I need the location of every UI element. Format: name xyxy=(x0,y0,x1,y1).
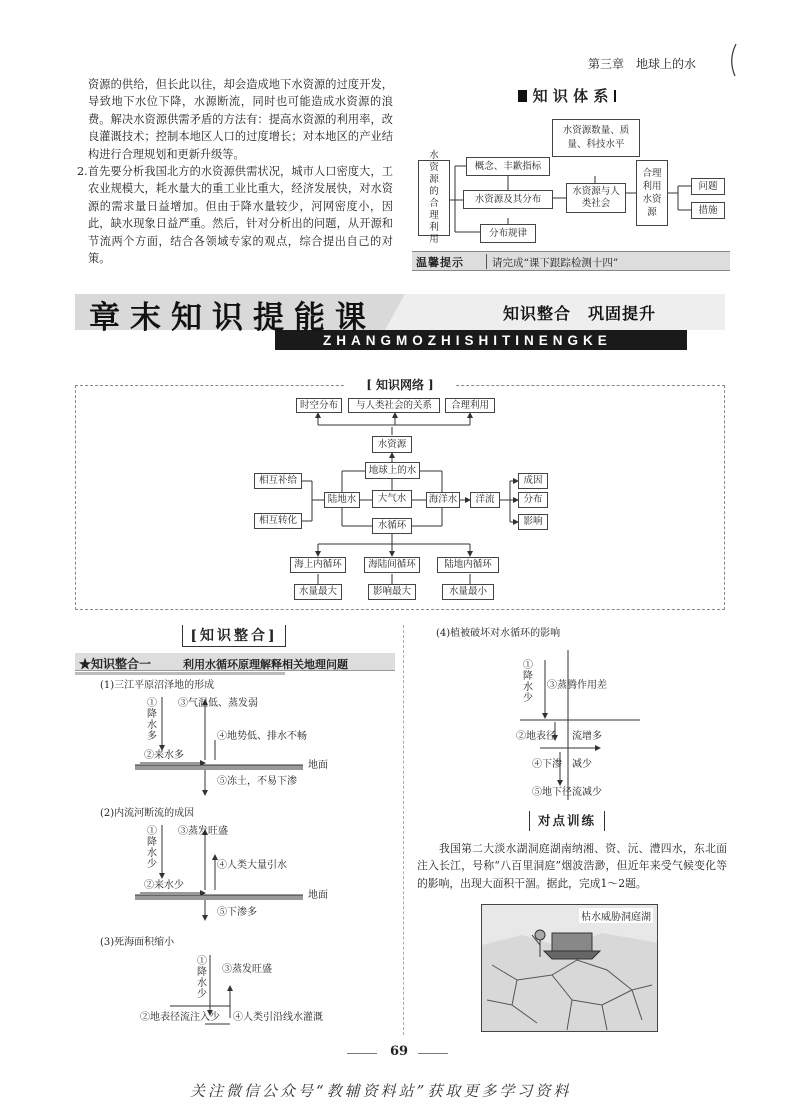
d2-ground: 地面 xyxy=(308,890,328,901)
section-label: ★知识整合一 xyxy=(79,657,152,671)
d2-title: (2)内流河断流的成因 xyxy=(100,808,195,819)
practice-title: 对点训练 xyxy=(529,811,605,831)
network-impact-box: 影响 xyxy=(518,514,548,530)
d1-terrain: ④地势低、排水不畅 xyxy=(217,731,307,742)
d4-infiltration: ④下渗 xyxy=(532,759,562,770)
ks-society-box: 水资源与人类社会 xyxy=(566,183,626,213)
page-number-rule-left xyxy=(347,1053,377,1054)
network-time-space-box: 时空分布 xyxy=(296,398,342,413)
network-note-1: 水量最大 xyxy=(294,584,342,600)
section-title: 利用水循环原理解释相关地理问题 xyxy=(183,658,348,671)
network-note-2: 影响最大 xyxy=(368,584,416,600)
network-mutual-supply-box: 相互补给 xyxy=(254,473,302,489)
network-land-water-box: 陆地水 xyxy=(324,492,360,508)
top-paragraph-1: 资源的供给，但长此以往，却会造成地下水资源的过度开发，导致地下水位下降，水源断流，同时也可能造成水资源的浪费。解决水资源供需矛盾的方法有：提高水资源的利用率，改良灌溉技术；控制本地区人口的过度增长；对本地区的产业结构进行合理规划和更新升级等。 xyxy=(88,78,393,161)
network-title: [ 知识网络 ] xyxy=(345,376,455,394)
d3-evap: ③蒸发旺盛 xyxy=(222,964,272,975)
network-water-cycle-box: 水循环 xyxy=(372,518,412,534)
d4-transpiration: ③蒸腾作用差 xyxy=(547,680,607,691)
d1-inflow: ②来水多 xyxy=(144,750,184,761)
cracked-earth-icon xyxy=(482,905,658,1032)
d2-divert: ④人类大量引水 xyxy=(217,860,287,871)
d1-precip: ①降水多 xyxy=(147,698,157,742)
ks-rational-box: 合理利用水资源 xyxy=(636,160,668,226)
tip-text: 请完成“课下跟踪检测十四” xyxy=(492,257,619,269)
page-number: 69 xyxy=(390,1044,409,1059)
top-paragraph-2: 2.首先要分析我国北方的水资源供需状况，城市人口密度大，工农业规模大，耗水量大的重工业比重大，经济发展快，对水资源的需求量日益增加。但由于降水量较少，河网密度小，因此，缺水现象日益严重。然后，针对分析出的问题，从开源和节流两个方面，结合各领域专家的观点，综合提出自己的对策。 xyxy=(77,165,393,266)
network-land-cycle-box: 陆地内循环 xyxy=(437,557,499,573)
network-earth-water-box: 地球上的水 xyxy=(365,462,420,479)
network-note-3: 水量最小 xyxy=(442,584,494,600)
d3-runoff: ②地表径流注入少 xyxy=(140,1012,220,1023)
d1-ground: 地面 xyxy=(308,760,328,771)
ks-root-box: 水资源的合理利用 xyxy=(418,160,450,236)
knowledge-system-title: 知 识 体 系 xyxy=(492,85,642,106)
ks-quantity-box: 水资源数量、质量、科技水平 xyxy=(552,119,640,157)
network-ocean-water-box: 海洋水 xyxy=(426,492,460,508)
banner-subtitle: 知识整合 巩固提升 xyxy=(503,304,657,323)
page-number-rule-right xyxy=(418,1053,448,1054)
d3-irrigation: ④人类引沿线水灌溉 xyxy=(233,1012,323,1023)
banner-title: 章末知识提能课 xyxy=(89,300,376,336)
footer-note: 关注微信公众号“教辅资料站”获取更多学习资料 xyxy=(190,1082,572,1100)
ks-distribution-box: 水资源及其分布 xyxy=(463,190,553,209)
banner-pinyin: ZHANGMOZHISHITINENGKE xyxy=(323,333,612,348)
network-atmo-water-box: 大气水 xyxy=(372,490,412,508)
d2-evap: ③蒸发旺盛 xyxy=(178,826,228,837)
network-cause-box: 成因 xyxy=(518,473,548,489)
tip-label: 温馨提示 xyxy=(416,256,464,269)
d4-groundflow: ⑤地下径流减少 xyxy=(532,787,602,798)
d4-surface: ②地表径 xyxy=(516,731,556,742)
d1-title: (1)三江平原沼泽地的形成 xyxy=(100,680,215,691)
network-water-resource-box: 水资源 xyxy=(372,436,412,453)
d2-precip: ①降水少 xyxy=(147,826,157,870)
ks-measure-box: 措施 xyxy=(691,202,725,219)
d3-precip: ①降水少 xyxy=(197,956,207,1000)
network-society-box: 与人类社会的关系 xyxy=(348,398,440,413)
d4-infiltration-b: 减少 xyxy=(572,759,592,770)
ks-problem-box: 问题 xyxy=(691,178,725,195)
network-current-box: 洋流 xyxy=(470,492,500,508)
d1-evap: ③气温低、蒸发弱 xyxy=(178,698,258,709)
network-ocean-cycle-box: 海上内循环 xyxy=(290,557,346,573)
chapter-header: 第三章 地球上的水 xyxy=(588,57,697,71)
network-mutual-transform-box: 相互转化 xyxy=(254,513,302,529)
column-divider xyxy=(403,625,404,1035)
d3-title: (3)死海面积缩小 xyxy=(100,937,175,948)
ks-pattern-box: 分布规律 xyxy=(480,224,536,243)
ks-concept-box: 概念、丰歉指标 xyxy=(466,157,550,176)
d4-surface-b: 流增多 xyxy=(572,731,602,742)
d4-title: (4)植被破坏对水循环的影响 xyxy=(436,628,561,639)
d1-frozen: ⑤冻土，不易下渗 xyxy=(217,776,297,787)
d2-infiltration: ⑤下渗多 xyxy=(217,907,257,918)
d4-precip: ①降水少 xyxy=(523,660,533,704)
practice-text: 我国第二大淡水湖洞庭湖南纳湘、资、沅、澧四水，东北面注入长江，号称“八百里洞庭”烟波浩渺，但近年来受气候变化等的影响，出现大面积干涸。据此，完成1～2题。 xyxy=(417,842,727,890)
illustration-caption: 枯水威胁洞庭湖 xyxy=(579,908,653,923)
network-rational-box: 合理利用 xyxy=(445,398,495,413)
network-sea-land-cycle-box: 海陆间循环 xyxy=(364,557,420,573)
drought-illustration xyxy=(481,904,658,1032)
network-distribution-box: 分布 xyxy=(518,492,548,508)
integration-title: [知识整合] xyxy=(182,625,286,647)
d2-inflow: ②来水少 xyxy=(144,880,184,891)
